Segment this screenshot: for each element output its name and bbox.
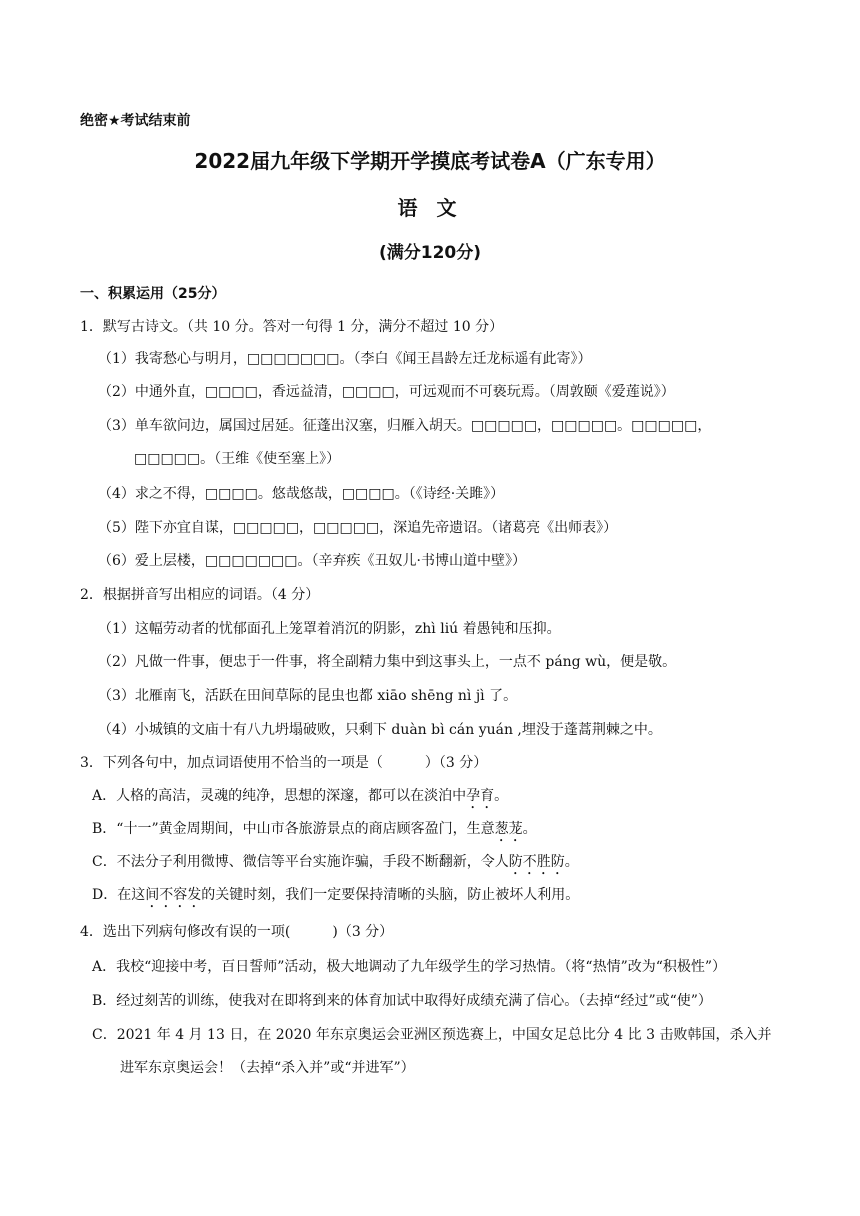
question-1-item: （2）中通外直，□□□□，香远益清，□□□□，可远观而不可亵玩焉。（周敦颐《爱莲说》）	[98, 384, 675, 400]
question-2-item: （2）凡做一件事，便忠于一件事，将全副精力集中到这事头上，一点不 páng wù，便是敬。	[98, 654, 677, 670]
question-2-item: （4）小城镇的文庙十有八九坍塌破败，只剩下 duàn bì cán yuán ,埋没于蓬蒿荆棘之中。	[98, 722, 662, 738]
question-1-item: （4）求之不得，□□□□。悠哉悠哉，□□□□。（《诗经·关雎》）	[98, 486, 505, 502]
question-4-stem: 4．选出下列病句修改有误的一项( )（3 分）	[80, 924, 394, 940]
option-text: C．不法分子利用微博、微信等平台实施诈骗，手段不断翻新，令人	[92, 854, 509, 870]
dotted-word: 防不胜防	[508, 854, 565, 870]
question-4-option-c: C．2021 年 4 月 13 日，在 2020 年东京奥运会亚洲区预选赛上，中国女足总比分 4 比 3 击败韩国，杀入并	[92, 1027, 772, 1043]
exam-title: 2022届九年级下学期开学摸底考试卷A（广东专用）	[194, 149, 666, 173]
option-text: 的关键时刻，我们一定要保持清晰的头脑，防止被坏人利用。	[201, 887, 580, 903]
question-1-stem: 1．默写古诗文。（共 10 分。答对一句得 1 分，满分不超过 10 分）	[80, 319, 504, 335]
question-2-item: （1）这幅劳动者的忧郁面孔上笼罩着消沉的阴影，zhì liú 着愚钝和压抑。	[98, 621, 561, 637]
full-score: (满分120分)	[378, 243, 482, 263]
option-text: A．人格的高洁，灵魂的纯净，思想的深邃，都可以在淡泊中	[92, 788, 467, 804]
question-2-item: （3）北雁南飞，活跃在田间草际的昆虫也都 xiāo shēng nì jì 了。	[98, 688, 518, 704]
option-text: 。	[564, 854, 579, 870]
question-3-option-a	[92, 786, 508, 812]
dotted-word: 葱茏	[494, 821, 523, 837]
confidential-label: 绝密★考试结束前	[80, 113, 191, 129]
question-4-option-a: A．我校“迎接中考，百日誓师”活动，极大地调动了九年级学生的学习热情。（将“热情”改为“积极性”）	[92, 959, 727, 975]
subject-title: 语 文	[397, 196, 463, 220]
option-text: D．在这	[92, 887, 146, 903]
question-3-option-b	[92, 819, 537, 845]
dotted-word: 间不容发	[145, 887, 202, 903]
dotted-word: 孕育	[466, 788, 495, 804]
question-1-item: （5）陛下亦宜自谋，□□□□□，□□□□□，深追先帝遗诏。（诸葛亮《出师表》）	[98, 520, 618, 536]
question-1-item-continued: □□□□□。（王维《使至塞上》）	[134, 451, 341, 467]
option-text: 。	[494, 788, 509, 804]
question-4-option-b: B．经过刻苦的训练，使我对在即将到来的体育加试中取得好成绩充满了信心。（去掉“经过”或“使”）	[92, 993, 712, 1009]
question-1-item: （6）爱上层楼，□□□□□□□。（辛弃疾《丑奴儿·书博山道中壁》）	[98, 553, 526, 569]
question-1-item: （1）我寄愁心与明月，□□□□□□□。（李白《闻王昌龄左迁龙标遥有此寄》）	[98, 351, 592, 367]
question-4-option-c-continued: 进军东京奥运会！（去掉“杀入并”或“并进军”）	[120, 1060, 415, 1076]
option-text: 。	[522, 821, 537, 837]
question-3-option-d	[92, 885, 579, 911]
option-text: B．“十一”黄金周期间，中山市各旅游景点的商店顾客盈门，生意	[92, 821, 495, 837]
question-3-option-c	[92, 852, 579, 878]
question-1-item: （3）单车欲问边，属国过居延。征蓬出汉塞，归雁入胡天。□□□□□，□□□□□。□□□□□，	[98, 418, 712, 434]
section-heading: 一、积累运用（25分）	[80, 286, 226, 302]
question-3-stem: 3．下列各句中，加点词语使用不恰当的一项是（ ）（3 分）	[80, 755, 488, 771]
question-2-stem: 2．根据拼音写出相应的词语。（4 分）	[80, 587, 320, 603]
